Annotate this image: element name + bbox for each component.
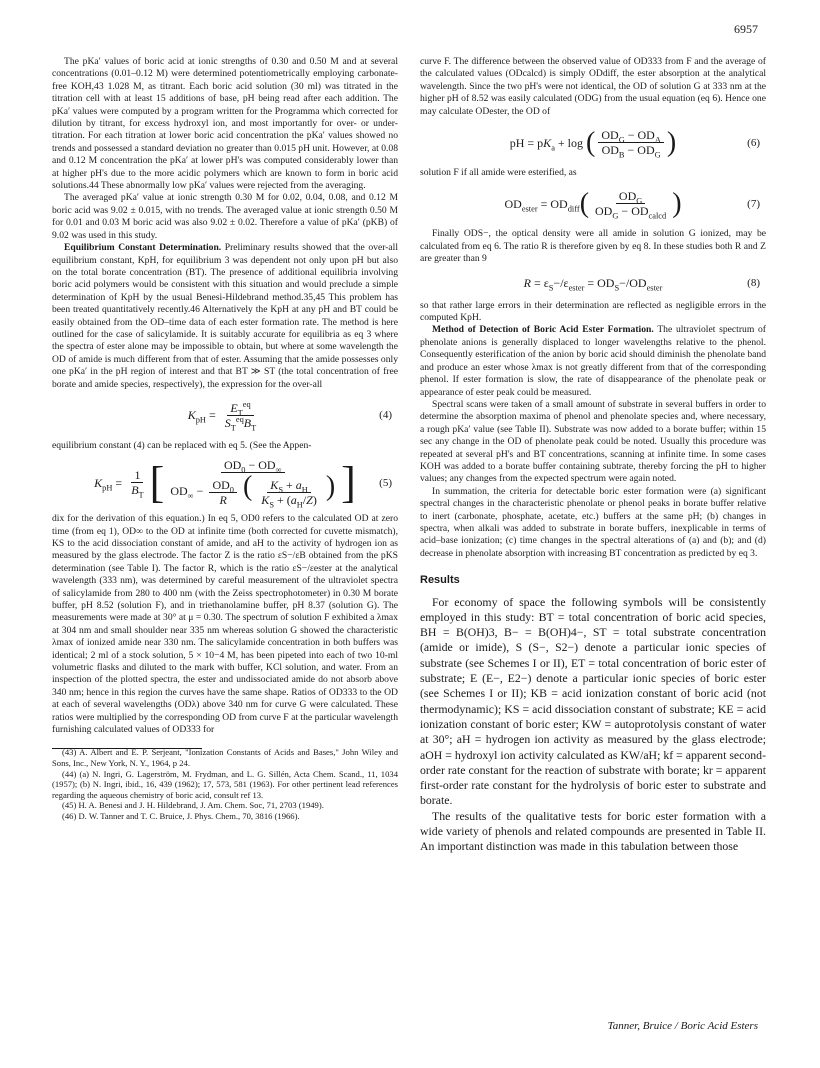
- right-paragraph-1: curve F. The difference between the observed value of OD333 from F and the average of the calculated values (ODcalcd) is simply ODdiff, the ester absorption at the analytical wavelength. Since the two pH's were not identical, the OD of solution G at 333 nm at the higher pH of 8.52 was easily calculated (ODG) from the usual equation (eq 6). Hence one may calculate ODester, the OD of: [420, 56, 766, 117]
- right-paragraph-5: [420, 324, 766, 398]
- equation-6: pH = $pK_a + \log$ ( $\frac{OD_G - OD_A}{OD_B - OD_G}$ ) (6): [509, 126, 760, 160]
- left-paragraph-4: equilibrium constant (4) can be replaced with eq 5. (See the Appen-: [52, 439, 312, 451]
- results-heading: Results: [420, 574, 460, 587]
- equilibrium-heading: Equilibrium Constant Determination.: [64, 242, 222, 254]
- right-column: [420, 56, 766, 855]
- right-paragraph-4: so that rather large errors in their determination are reflected as negligible errors in the computed KpH.: [420, 299, 766, 324]
- left-paragraph-2: The averaged pKa′ value at ionic strength 0.30 M for 0.02, 0.04, 0.08, and 0.12 M boric acid was 9.02 ± 0.015, with no trends. The averaged value at ionic strength 0.50 M for 0.01 and 0.03 M boric acid was also 9.02 ± 0.02. Therefore a value of pKa′ (pKB) of 9.02 was used in this study.: [52, 192, 398, 241]
- running-footer: Tanner, Bruice / Boric Acid Esters: [607, 1020, 758, 1032]
- equation-4: $K_{pH}$ = $\frac{E_T^{eq}}{S_T^{eq}B_T}$ (4): [187, 399, 392, 433]
- footnote-44: (44) (a) N. Ingri, G. Lagerström, M. Frydman, and L. G. Sillén, Acta Chem. Scand., 11, 1034 (1957); (b) N. Ingri, ibid., 16, 439 (1962); 17, 573, 581 (1963). For other pertinent lead references regarding the aqueous chemistry of boric acid, consult ref 13.: [52, 768, 398, 800]
- right-paragraph-5-body: The ultraviolet spectrum of phenolate anions is generally displaced to longer wavelengths relative to the phenol. Consequently esterification of the anion by boric acid should diminish the phenolate band and produce an ester whose λmax is not greatly different from that of the corresponding phenol. If ester formation is slow, the rate of disappearance of the phenolate peak or appearance of ester peak could be measured.: [420, 324, 766, 398]
- equation-7: $OD_{ester} = OD_{diff}$ ( $\frac{OD_G}{OD_G - OD_{calcd}}$ ) (7): [504, 187, 760, 221]
- equation-8: $R = \varepsilon_S-/\varepsilon_{ester} = OD_S-/OD_{ester}$ (8): [523, 275, 760, 293]
- results-paragraph-2: The results of the qualitative tests for boric ester formation with a wide variety of phenols and related compounds are presented in Table II. An important distinction was made in this tabulation between those: [420, 808, 766, 854]
- right-paragraph-7: In summation, the criteria for detectable boric ester formation were (a) significant spectral changes in the characteristic phenolate or phenol peaks in borate buffer relative to inert (carbonate, phosphate, acetate, etc.) buffers at the same pH; (b) changes in spectra, when alkali was added to substrate in borate buffers, inexplicable in terms of acid–base ionization; (c) time changes in the spectral alterations of (a) and (b); and (d) decrease in phenolate absorption with increasing BT concentration as predicted by eq 3.: [420, 485, 766, 559]
- page-number: 6957: [734, 22, 758, 36]
- equation-5-number: (5): [379, 476, 392, 489]
- left-paragraph-5: dix for the derivation of this equation.) In eq 5, OD0 refers to the calculated OD at zero time (from eq 1), OD∞ to the OD at infinite time (both corrected for cuvette mismatch), KS to the acid dissociation constant of amide, and aH to the activity of hydrogen ion as measured by the glass electrode. The factor Z is the ratio εS−/εB obtained from the pKS determination (see Table I). The factor R, which is the ratio εS−/εester at the analytical wavelength (333 nm), was determined by careful measurement of the ultraviolet spectra of salicylamide from 280 to 400 nm (with the Zeiss spectrophotometer) in 0.30 M borate buffer, pH 8.52 (solution F), and in triethanolamine buffer, pH 8.37 (solution G). The measurements were made at 30° at μ = 0.30. The spectrum of solution F exhibited a λmax at 304 nm and small shoulder near 335 nm whereas solution G showed the characteristic λmax of ionized amide near 330 nm. The salicylamide concentration in both buffers was identical; 2 ml of a stock solution, 5 × 10−4 M, has been pipeted into each of two 10-ml volumetric flasks and diluted to the mark with buffer, KCl solution, and water. From an inspection of the plotted spectra, the ester and undissociated amide do not absorb above 340 nm; hence in this region the curves have the same shape. Ratios of OD333 to the OD at each of several wavelengths (ODλ) above 340 nm for curve G were calculated. These ratios were multiplied by the corresponding OD from curve F at the particular wavelength furnishing calculated values of OD333 for: [52, 513, 398, 736]
- right-paragraph-2: solution F if all amide were esterified, as: [420, 167, 577, 179]
- footnotes: [52, 747, 398, 821]
- footnote-46: (46) D. W. Tanner and T. C. Bruice, J. Phys. Chem., 70, 3816 (1966).: [62, 811, 300, 821]
- equation-6-number: (6): [747, 136, 760, 149]
- results-paragraph-1: For economy of space the following symbols will be consistently employed in this study: BT = total concentration of boric acid species, BH = B(OH)3, B− = B(OH)4−, ST = total substrate concentration (amide or imide), S (S−, S2−) denote a particular ionic species of substrate (see Schemes I or II), ET = total concentration of boric ester of substrate; E (E−, E2−) denote a particular ionic species of boric ester (see Schemes I or II); KB = acid ionization constant of boric acid (not thermodynamic); KS = acid dissociation constant of substrate; KE = acid ionization constant of boric ester; KW = autoprotolysis constant of water at 30°; aH = hydrogen ion activity as measured by the glass electrode; aOH = hydroxyl ion activity calculated as KW/aH; kf = apparent second-order rate constant for the reaction of substrate with borate; kr = apparent first-order rate constant for the hydrolysis of boric ester to substrate and borate.: [420, 594, 767, 808]
- left-column: [52, 56, 398, 822]
- equation-7-number: (7): [747, 197, 760, 210]
- equation-8-number: (8): [747, 276, 760, 289]
- equation-4-number: (4): [379, 409, 392, 422]
- detection-heading: Method of Detection of Boric Acid Ester Formation.: [432, 324, 654, 336]
- left-paragraph-3: [52, 242, 398, 391]
- equation-5: $K_{pH}$ = $\frac{1}{B_T}$ [ $OD_0 - OD_\infty$ $OD_\infty$ − $\frac{OD_0}{R}$ ( $\frac{K_S + a_H}{K_S + (a_H/Z)}$ ) ] (5): [94, 457, 392, 510]
- footnote-43: (43) A. Albert and E. P. Serjeant, "Ionization Constants of Acids and Bases," John Wiley and Sons, Inc., New York, N. Y., 1964, p 24.: [52, 747, 398, 769]
- results-section: [420, 595, 766, 855]
- left-paragraph-3-body: Preliminary results showed that the over-all equilibrium constant, KpH, for equilibrium 3 was dependent not only upon pH but also on the total borate concentration (BT). The presence of additional equilibria involving boric acid polymers would be consistent with this situation and would preclude a simple determination of KpH by the usual Benesi-Hildebrand method.35,45 This problem has been treated quantitatively recently.46 Alternatively the KpH at any pH and BT could be easily obtained from the OD–time data of each ester formation rate. The method is here outlined for the case of salicylamide. It is suitably accurate for equilibria as eq 3 where the spectra of ester alone may be impossible to obtain, but where at some wavelength the OD of amide is much different from that of ester. Assuming that the amide possesses only one pKa′ in the pH region of interest and that BT ≫ ST (the total concentration of free borate and amide species, respectively), the expression for the over-all: [52, 242, 398, 390]
- right-paragraph-6: Spectral scans were taken of a small amount of substrate in several buffers in order to determine the absorption maxima of phenol and phenolate species and, where necessary, a rough pKa′ value (see Table II). Substrate was now added to a borate buffer; within 15 sec any change in the OD of phenolate peak could be noted. Usually this procedure was repeated at several pH's and BT concentrations, scanning at infinite time. In some cases KOH was added to a borate buffer containing subtrate, thereby forcing the pH to higher values; any changes from the expected spectrum were again noted.: [420, 398, 766, 485]
- footnote-45: (45) H. A. Benesi and J. H. Hildebrand, J. Am. Chem. Soc, 71, 2703 (1949).: [62, 800, 324, 811]
- left-paragraph-1: The pKa′ values of boric acid at ionic strengths of 0.30 and 0.50 M and at several concentrations (0.01–0.12 M) were determined potentiometrically employing carbonate-free KOH,43 1.028 M, as titrant. Each boric acid solution (30 ml) was titrated in the titration cell with at least 15 additions of base, pH being read after each addition. The pKa′ values were computed by a program written for the Programma which corrected for dilution by titrant, for excess hydroxyl ion, and most importantly for over- or under-titration. For each titration at lower boric acid concentration the pKa′ values showed no trends and possessed a standard deviation no greater than 0.015 pH unit. However, at 0.08 and 0.12 M concentration the pKa′ at lower pH's was computed considerably lower than at higher pH's due to the more acidic polymers which are known to form in boric acid solutions.44 These abnormally low pKa′ values were rejected from the averaging.: [52, 56, 398, 192]
- right-paragraph-3: Finally ODS−, the optical density were all amide in solution G ionized, may be calculated from eq 6. The ratio R is therefore given by eq 8. In these studies both R and Z are greater than 9: [420, 228, 766, 265]
